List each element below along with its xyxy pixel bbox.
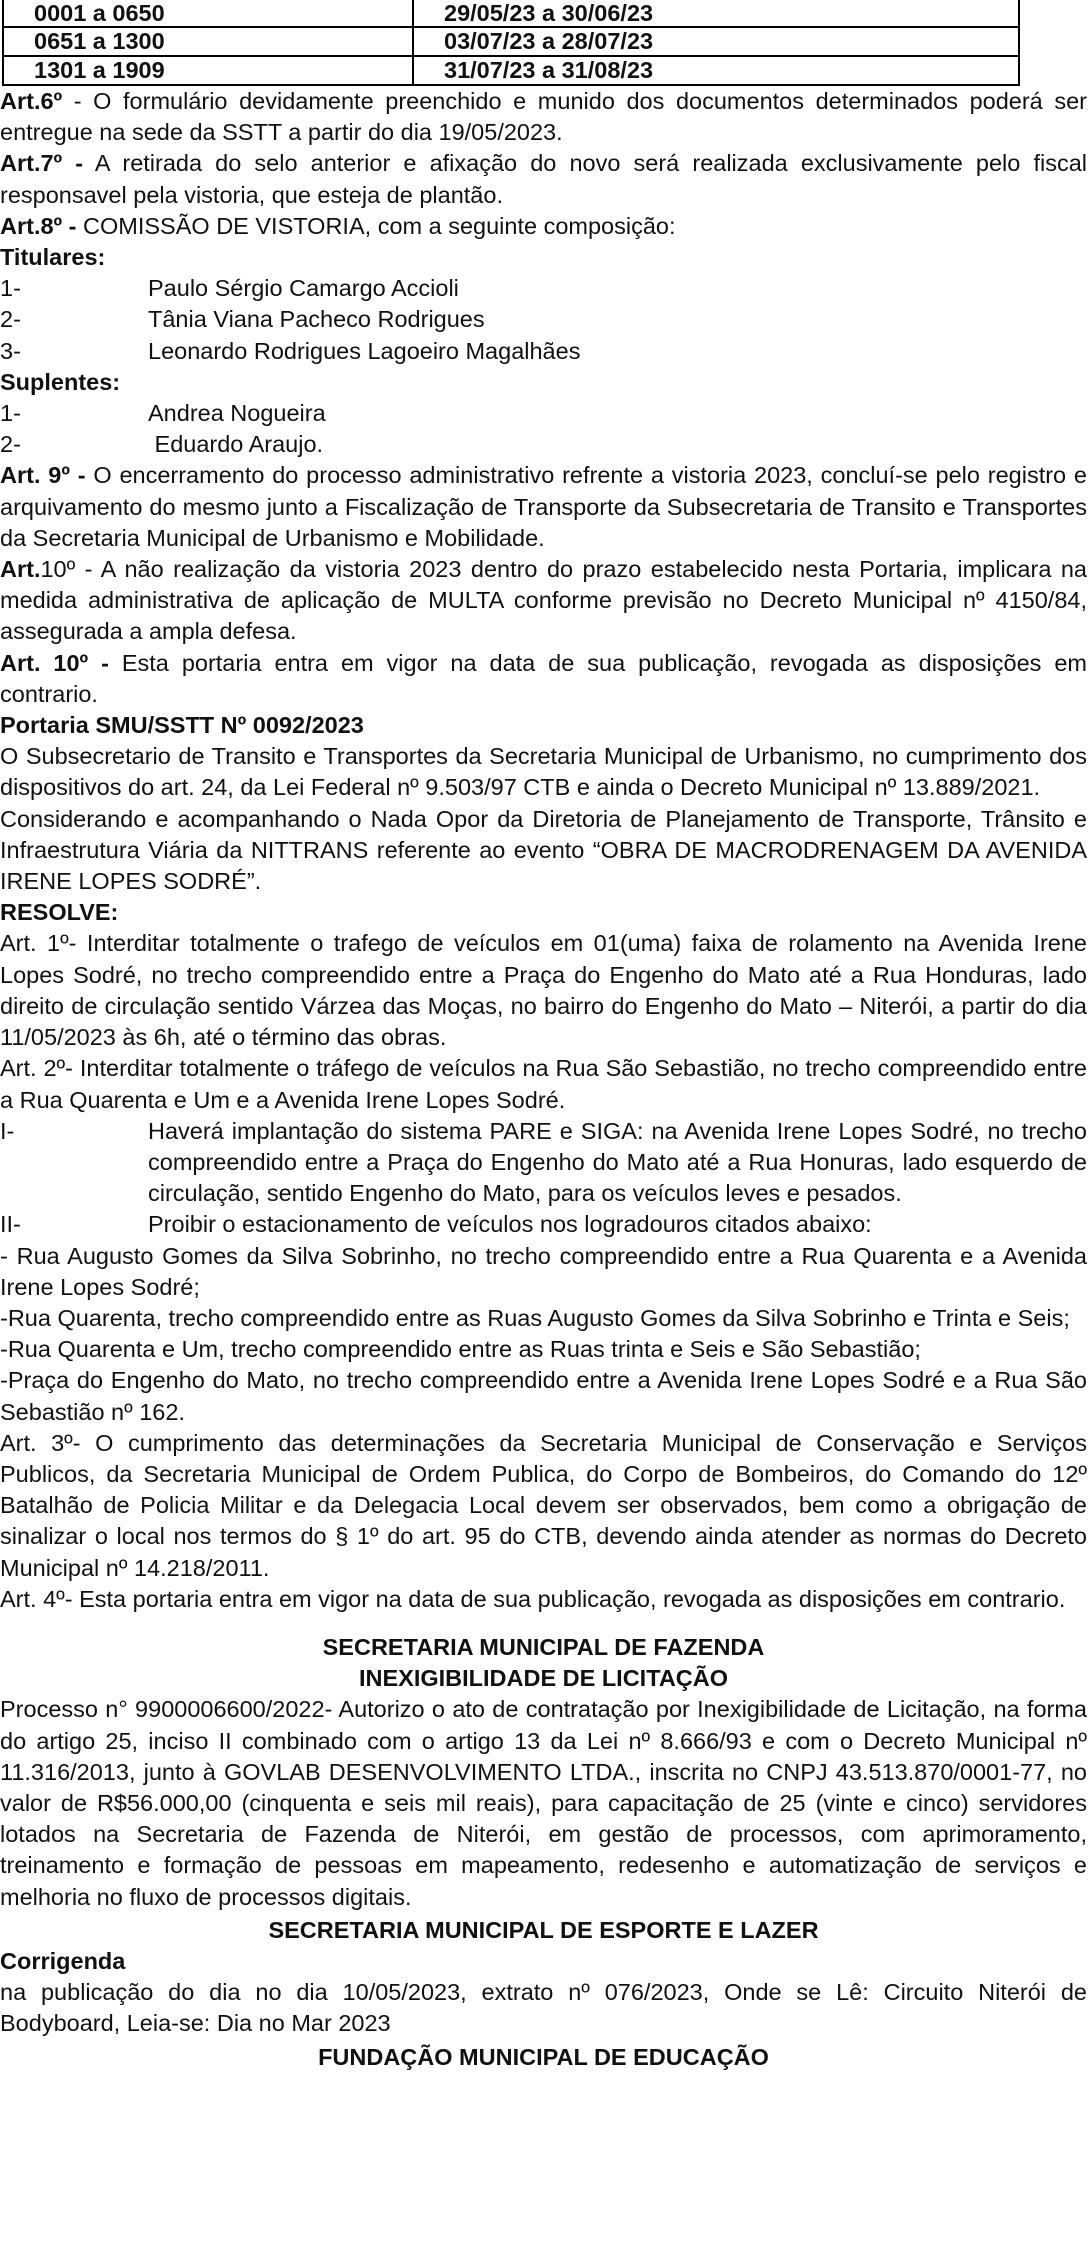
article-text: 10º - A não realização da vistoria 2023 dentro do prazo estabelecido nesta Portaria, implicara na medida administrativa de aplicação de MULTA conforme previsão no Decreto Municipal nº 4150/84, assegurada a ampla defesa. bbox=[0, 556, 1087, 645]
article-text: - O formulário devidamente preenchido e munido dos documentos determinados poderá ser entregue na sede da SSTT a partir do dia 19/05/2023. bbox=[0, 88, 1087, 146]
table-row bbox=[3, 27, 1019, 56]
article-heading: Art. 9º - bbox=[0, 462, 86, 489]
article-8 bbox=[0, 211, 1087, 242]
plate-range-cell: 1301 a 1909 bbox=[3, 56, 413, 85]
schedule-table bbox=[2, 0, 1020, 86]
list-item bbox=[0, 273, 1087, 304]
table-row bbox=[3, 0, 1019, 27]
street-item: -Praça do Engenho do Mato, no trecho compreendido entre a Avenida Irene Lopes Sodré e a Rua São Sebastião nº 162. bbox=[0, 1367, 1087, 1425]
article-text: Esta portaria entra em vigor na data de sua publicação, revogada as disposições em contrario. bbox=[0, 649, 1087, 707]
portaria-title: Portaria SMU/SSTT Nº 0092/2023 bbox=[0, 712, 364, 739]
list-text: Haverá implantação do sistema PARE e SIGA: na Avenida Irene Lopes Sodré, no trecho compreendido entre a Praça do Engenho do Mato até a Rua Honuras, lado esquerdo de circulação, sentido Engenho do Mato, para os veículos leves e pesados. bbox=[148, 1117, 1087, 1207]
resolve-heading: RESOLVE: bbox=[0, 899, 119, 926]
list-number: 1- bbox=[0, 275, 21, 302]
section-title-fazenda: SECRETARIA MUNICIPAL DE FAZENDA bbox=[322, 1633, 765, 1660]
portaria-considerando: Considerando e acompanhando o Nada Opor da Diretoria de Planejamento de Transporte, Trânsito e Infraestrutura Viária da NITTRANS referente ao evento “OBRA DE MACRODRENAGEM DA AVENIDA IRENE LOPES SODRÉ”. bbox=[0, 805, 1087, 895]
member-name: Leonardo Rodrigues Lagoeiro Magalhães bbox=[148, 337, 581, 364]
article-9 bbox=[0, 460, 1087, 554]
suplentes-heading: Suplentes: bbox=[0, 368, 121, 395]
date-range-cell: 29/05/23 a 30/06/23 bbox=[413, 0, 1019, 27]
section-title-educacao: FUNDAÇÃO MUNICIPAL DE EDUCAÇÃO bbox=[318, 2043, 769, 2070]
list-number: II- bbox=[0, 1211, 21, 1238]
article-7 bbox=[0, 148, 1087, 210]
article-10-vigor bbox=[0, 648, 1087, 710]
street-item: -Rua Quarenta, trecho compreendido entre as Ruas Augusto Gomes da Silva Sobrinho e Trinta e Seis; bbox=[0, 1304, 1070, 1331]
article-heading: Art.6º bbox=[0, 88, 63, 114]
list-item bbox=[0, 336, 1087, 367]
list-item bbox=[0, 398, 1087, 429]
list-item bbox=[0, 1209, 1087, 1240]
article-10-penalty bbox=[0, 554, 1087, 648]
portaria-article-2: Art. 2º- Interditar totalmente o tráfego de veículos na Rua São Sebastião, no trecho compreendido entre a Rua Quarenta e Um e a Avenida Irene Lopes Sodré. bbox=[0, 1055, 1087, 1113]
portaria-article-1: Art. 1º- Interditar totalmente o trafego de veículos em 01(uma) faixa de rolamento na Avenida Irene Lopes Sodré, no trecho compreendido entre a Praça do Engenho do Mato até a Rua Honduras, lado direito de circulação sentido Várzea das Moças, no bairro do Engenho do Mato – Niterói, a partir do dia 11/05/2023 às 6h, até o término das obras. bbox=[0, 930, 1087, 1051]
table-row bbox=[3, 56, 1019, 85]
member-name: Andrea Nogueira bbox=[148, 400, 326, 427]
plate-range-cell: 0001 a 0650 bbox=[3, 0, 413, 27]
article-heading: Art.8º - bbox=[0, 212, 77, 239]
portaria-intro: O Subsecretario de Transito e Transportes da Secretaria Municipal de Urbanismo, no cumprimento dos dispositivos do art. 24, da Lei Federal nº 9.503/97 CTB e ainda o Decreto Municipal nº 13.889/2021. bbox=[0, 743, 1087, 801]
street-item: - Rua Augusto Gomes da Silva Sobrinho, no trecho compreendido entre a Rua Quarenta e a Avenida Irene Lopes Sodré; bbox=[0, 1242, 1087, 1300]
list-item bbox=[0, 429, 1087, 460]
date-range-cell: 31/07/23 a 31/08/23 bbox=[413, 56, 1019, 85]
list-number: 3- bbox=[0, 337, 21, 364]
article-heading: Art. 10º - bbox=[0, 649, 109, 676]
portaria-article-4: Art. 4º- Esta portaria entra em vigor na data de sua publicação, revogada as disposições em contrario. bbox=[0, 1585, 1066, 1612]
titulares-heading: Titulares: bbox=[0, 244, 106, 271]
list-number: I- bbox=[0, 1117, 15, 1144]
list-text: Proibir o estacionamento de veículos nos logradouros citados abaixo: bbox=[148, 1211, 872, 1238]
member-name: Paulo Sérgio Camargo Accioli bbox=[148, 275, 459, 302]
member-name: Eduardo Araujo. bbox=[148, 431, 324, 458]
article-text: A retirada do selo anterior e afixação do novo será realizada exclusivamente pelo fiscal responsavel pela vistoria, que esteja de plantão. bbox=[0, 150, 1087, 208]
section-title-esporte: SECRETARIA MUNICIPAL DE ESPORTE E LAZER bbox=[268, 1916, 819, 1943]
article-heading: Art. bbox=[0, 556, 41, 583]
corrigenda-text: na publicação do dia no dia 10/05/2023, extrato nº 076/2023, Onde se Lê: Circuito Niterói de Bodyboard, Leia-se: Dia no Mar 2023 bbox=[0, 1979, 1087, 2037]
street-item: -Rua Quarenta e Um, trecho compreendido entre as Ruas trinta e Seis e São Sebastião; bbox=[0, 1336, 921, 1363]
list-item bbox=[0, 1116, 1087, 1210]
list-number: 1- bbox=[0, 400, 21, 427]
corrigenda-heading: Corrigenda bbox=[0, 1947, 126, 1974]
section-subtitle-inexigibilidade: INEXIGIBILIDADE DE LICITAÇÃO bbox=[358, 1665, 729, 1692]
date-range-cell: 03/07/23 a 28/07/23 bbox=[413, 27, 1019, 56]
fazenda-text: Processo n° 9900006600/2022- Autorizo o ato de contratação por Inexigibilidade de Licitação, na forma do artigo 25, inciso II combinado com o artigo 13 da Lei nº 8.666/93 e com o Decreto Municipal nº 11.316/2013, junto à GOVLAB DESENVOLVIMENTO LTDA., inscrita no CNPJ 43.513.870/0001-77, no valor de R$56.000,00 (cinquenta e seis mil reais), para capacitação de 25 (vinte e cinco) servidores lotados na Secretaria de Fazenda de Niterói, em gestão de processos, com aprimoramento, treinamento e formação de pessoas em mapeamento, redesenho e automatização de serviços e melhoria no fluxo de processos digitais. bbox=[0, 1696, 1087, 1910]
list-item bbox=[0, 304, 1087, 335]
portaria-article-3: Art. 3º- O cumprimento das determinações da Secretaria Municipal de Conservação e Serviços Publicos, da Secretaria Municipal de Ordem Publica, do Corpo de Bombeiros, do Comando do 12º Batalhão de Policia Militar e da Delegacia Local devem ser observados, bem como a obrigação de sinalizar o local nos termos do § 1º do art. 95 do CTB, devendo ainda atender as normas do Decreto Municipal nº 14.218/2011. bbox=[0, 1429, 1087, 1581]
article-text: O encerramento do processo administrativo refrente a vistoria 2023, concluí-se pelo registro e arquivamento do mesmo junto a Fiscalização de Transporte da Subsecretaria de Transito e Transportes da Secretaria Municipal de Urbanismo e Mobilidade. bbox=[0, 462, 1087, 551]
list-number: 2- bbox=[0, 306, 21, 333]
plate-range-cell: 0651 a 1300 bbox=[3, 27, 413, 56]
article-heading: Art.7º - bbox=[0, 150, 84, 177]
article-6 bbox=[0, 86, 1087, 148]
list-number: 2- bbox=[0, 431, 21, 458]
article-text: COMISSÃO DE VISTORIA, com a seguinte composição: bbox=[76, 212, 676, 239]
member-name: Tânia Viana Pacheco Rodrigues bbox=[148, 306, 485, 333]
section-spacer bbox=[0, 1615, 1087, 1632]
